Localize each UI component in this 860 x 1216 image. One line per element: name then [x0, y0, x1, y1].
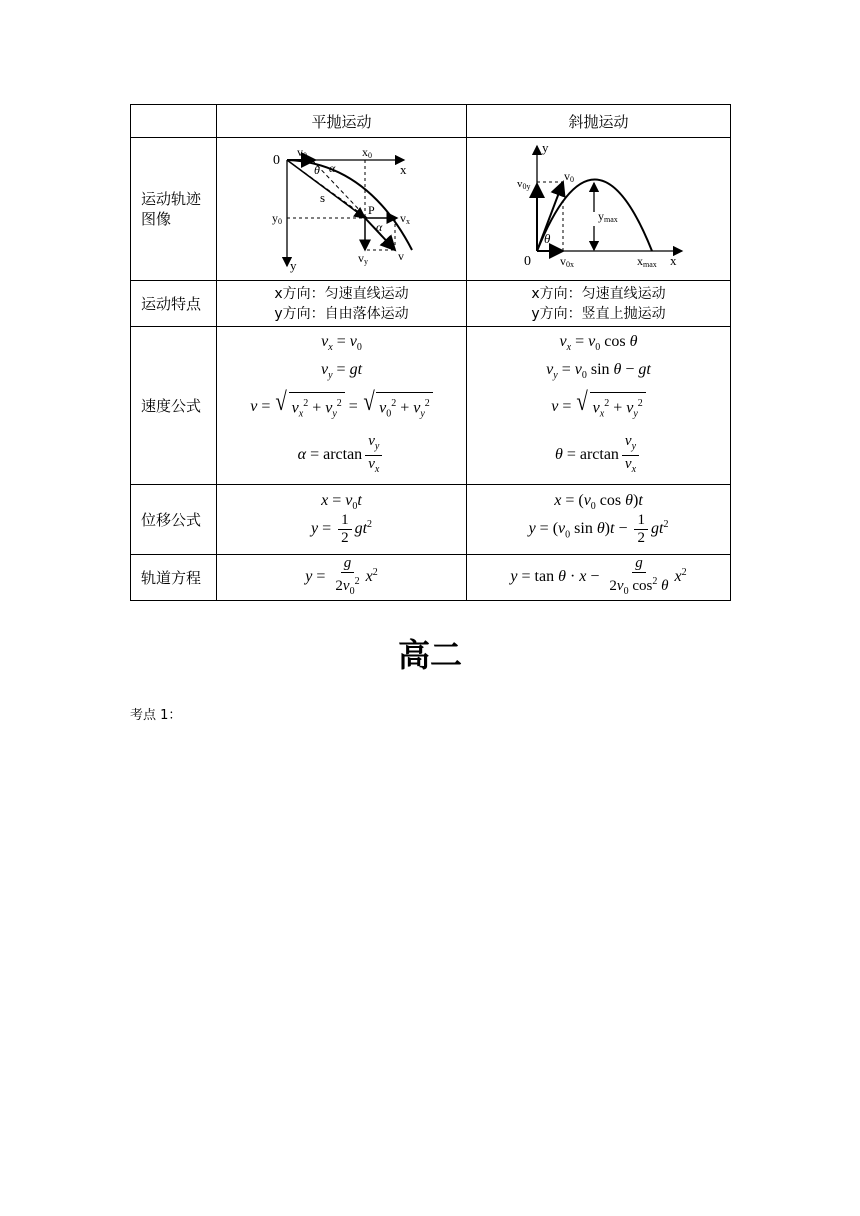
formula-h-y: y = $\frac{1}{2}$ $gt^2$: [310, 512, 373, 547]
svg-text:v: v: [398, 249, 404, 263]
formula-h-vy: $v_y$ = gt: [320, 360, 363, 381]
row-label-features: 运动特点: [131, 281, 217, 327]
kaodian-label: 考点 1：: [130, 708, 182, 723]
svg-text:y: y: [542, 140, 549, 155]
formula-h-alpha: α = arctan $\frac{v_y}{v_x}$: [217, 433, 466, 478]
svg-text:x0: x0: [362, 145, 372, 160]
formula-o-v: v = √ $v_x^2 + v_y^2$: [467, 389, 730, 426]
horizontal-figure-cell: [217, 138, 467, 281]
svg-text:x: x: [670, 253, 677, 268]
oblique-feature-x: x方向：匀速直线运动: [531, 285, 666, 302]
formula-h-vx: $v_x = v_0$: [321, 332, 362, 353]
row-label-velocity: 速度公式: [131, 327, 217, 485]
horizontal-features: [217, 281, 467, 327]
svg-text:s: s: [320, 190, 326, 205]
svg-text:v0: v0: [564, 169, 574, 184]
svg-text:θ: θ: [544, 231, 551, 246]
oblique-displacement-formulas: [467, 485, 731, 555]
svg-text:x: x: [400, 162, 407, 177]
oblique-velocity-formulas: [467, 327, 731, 485]
formula-o-vx: $v_x = v_0$ cos θ: [559, 332, 638, 353]
horizontal-feature-x: x方向：匀速直线运动: [274, 285, 409, 302]
header-horizontal: 平抛运动: [217, 105, 467, 138]
svg-text:θ: θ: [314, 163, 320, 177]
svg-text:v0: v0: [297, 145, 307, 160]
row-label-orbit: 轨道方程: [131, 555, 217, 601]
horizontal-feature-y: y方向：自由落体运动: [274, 305, 409, 322]
svg-text:vx: vx: [400, 211, 410, 226]
header-empty: [131, 105, 217, 138]
svg-text:v0x: v0x: [560, 254, 574, 269]
svg-text:0: 0: [524, 254, 531, 269]
svg-text:P: P: [368, 203, 375, 217]
row-label-displacement: 位移公式: [131, 485, 217, 555]
formula-o-x: $x = (v_0$ cos θ)t: [554, 491, 643, 513]
oblique-projectile-diagram: [467, 138, 730, 276]
horizontal-displacement-formulas: [217, 485, 467, 555]
oblique-figure-cell: [467, 138, 731, 281]
formula-h-v: v = √ $v_x^2 + v_y^2$ = √ $v_0^2 + v_y^2$: [217, 389, 466, 426]
formula-o-theta: θ = arctan $\frac{v_y}{v_x}$: [467, 433, 730, 478]
oblique-orbit-formula: y = tan θ · x − $\frac{g}{2v_0 \cos^2 \theta}$ $x^2$: [467, 555, 731, 601]
section-title: 高二: [397, 636, 462, 674]
projectile-table: [130, 104, 731, 601]
svg-text:vy: vy: [358, 251, 368, 266]
svg-text:v0y: v0y: [517, 178, 531, 191]
header-oblique: 斜抛运动: [467, 105, 731, 138]
horizontal-velocity-formulas: [217, 327, 467, 485]
formula-h-x: $x = v_0t$: [321, 491, 362, 513]
oblique-feature-y: y方向：竖直上抛运动: [531, 305, 666, 322]
row-label-trajectory: 运动轨迹图像: [131, 138, 217, 281]
svg-text:ymax: ymax: [598, 209, 618, 224]
oblique-features: [467, 281, 731, 327]
horizontal-projectile-diagram: [217, 138, 466, 276]
svg-text:xmax: xmax: [637, 254, 657, 269]
svg-text:y: y: [290, 258, 297, 273]
svg-text:α: α: [376, 220, 383, 234]
svg-text:0: 0: [273, 153, 280, 168]
horizontal-orbit-formula: y = $\frac{g}{2v_0^2}$ $x^2$: [217, 555, 467, 601]
svg-text:α: α: [329, 161, 336, 175]
svg-text:y0: y0: [272, 211, 282, 226]
formula-o-vy: $v_y = v_0$ sin θ − gt: [546, 360, 651, 381]
formula-o-y: $y = (v_0$ sin θ)t − $\frac{1}{2}$ $gt^2$: [528, 512, 669, 547]
